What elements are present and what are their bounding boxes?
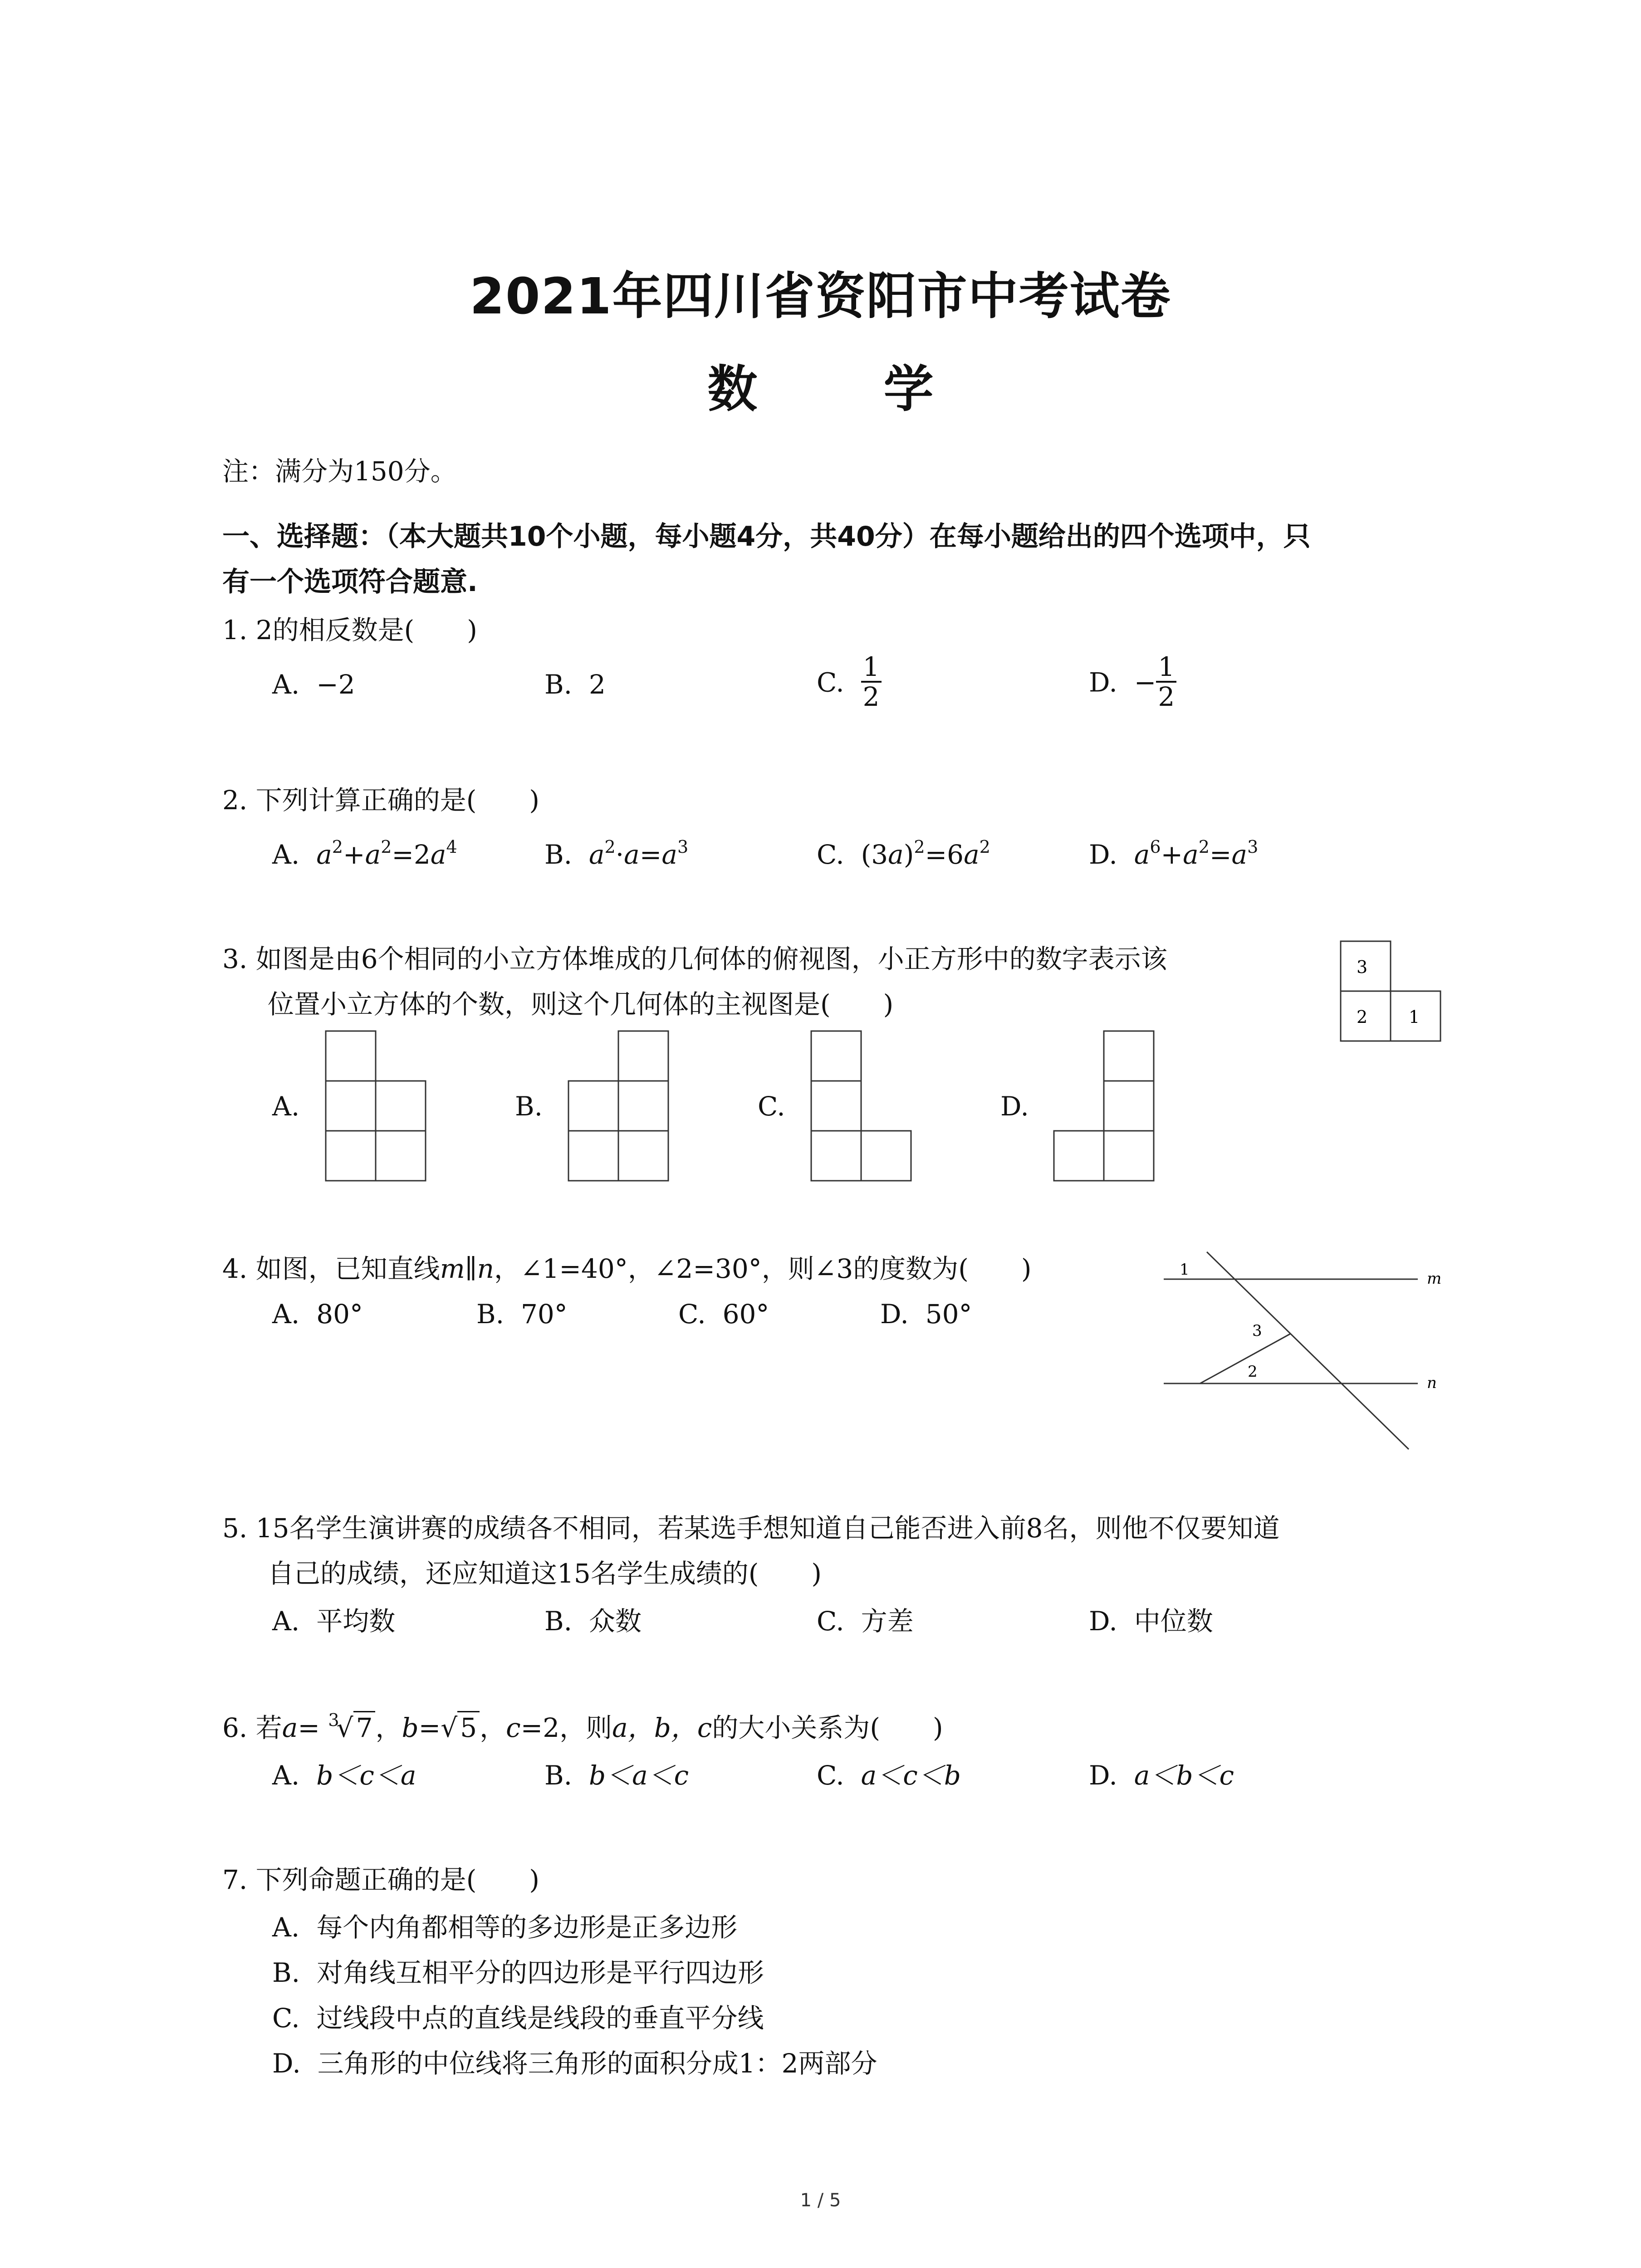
q7-stem: 7. 下列命题正确的是( ) (222, 1864, 540, 1895)
q2-option-c[interactable] (817, 837, 990, 870)
cube-cell (618, 1131, 668, 1181)
option-letter: A. (272, 1912, 300, 1943)
page-number: 1 / 5 (800, 2190, 841, 2211)
parallel-symbol: ∥ (465, 1253, 477, 1284)
option-letter: D. (1089, 839, 1117, 870)
exponent: 2 (1198, 837, 1210, 857)
var-list: a，b，c (612, 1712, 712, 1743)
c-value: =2，则 (520, 1712, 612, 1743)
option-letter: D. (880, 1299, 909, 1330)
option-text: 2 (588, 669, 606, 700)
var: a (624, 839, 640, 870)
var-n: n (477, 1253, 494, 1284)
q5-option-d[interactable] (1089, 1606, 1213, 1637)
option-text: 对角线互相平分的四边形是平行四边形 (316, 1957, 764, 1988)
q6-option-d[interactable] (1089, 1762, 1234, 1789)
option-text: 三角形的中位线将三角形的面积分成1：2两部分 (317, 2048, 877, 2079)
q4-stem (222, 1253, 1032, 1284)
exponent: 2 (381, 837, 392, 857)
page-title: 2021年四川省资阳市中考试卷 (470, 267, 1171, 325)
var-c: c (506, 1712, 521, 1743)
q5-stem-line1: 5. 15名学生演讲赛的成绩各不相同，若某选手想知道自己能否进入前8名，则他不仅要知道 (222, 1513, 1280, 1544)
q2-option-d[interactable] (1089, 837, 1259, 870)
cube-cell (618, 1081, 668, 1131)
q3-stem-line1: 3. 如图是由6个相同的小立方体堆成的几何体的俯视图，小正方形中的数字表示该 (222, 943, 1167, 974)
exponent: 6 (1150, 837, 1161, 857)
var-a: a (282, 1712, 298, 1743)
exponent: 4 (446, 837, 457, 857)
q3-top-view-figure (1338, 939, 1447, 1048)
q1-option-b[interactable] (544, 671, 606, 698)
top-view-number: 3 (1357, 957, 1368, 977)
angle-label-1: 1 (1180, 1261, 1190, 1279)
option-letter: C. (678, 1299, 706, 1330)
option-letter: B. (272, 1957, 300, 1988)
option-letter: D. (1089, 667, 1117, 698)
var: a (888, 839, 904, 870)
q6-option-c[interactable] (817, 1762, 961, 1789)
op: =6 (925, 839, 964, 870)
q5-option-c[interactable] (817, 1606, 914, 1637)
fraction-numerator: 1 (861, 653, 882, 683)
option-text: 过线段中点的直线是线段的垂直平分线 (316, 2003, 764, 2033)
radicand: 5 (457, 1711, 480, 1743)
q3-option-d-figure[interactable] (1053, 1030, 1157, 1184)
q5-option-b[interactable] (544, 1606, 642, 1637)
q4-stem-suffix: ，∠1=40°，∠2=30°，则∠3的度数为( ) (494, 1253, 1032, 1284)
option-text: 众数 (588, 1606, 642, 1637)
q4-parallel-lines-figure (1161, 1243, 1461, 1456)
q4-stem-prefix: 4. 如图，已知直线 (222, 1253, 440, 1284)
cube-cell (1104, 1031, 1154, 1081)
subject-title: 数 学 (707, 360, 988, 418)
q3-option-d-label[interactable]: D. (1000, 1091, 1029, 1122)
var: a (316, 839, 332, 870)
option-letter: A. (272, 1299, 300, 1330)
op: = (1209, 839, 1232, 870)
cube-cell (618, 1031, 668, 1081)
fraction-numerator: 1 (1156, 653, 1176, 683)
q3-option-c-figure[interactable] (810, 1030, 914, 1184)
transversal-line (1207, 1252, 1409, 1449)
cube-cell (811, 1131, 861, 1181)
option-letter: B. (544, 669, 573, 700)
radicand: 7 (353, 1711, 376, 1743)
var: a (1183, 839, 1199, 870)
q5-option-a[interactable] (272, 1606, 396, 1637)
exponent: 2 (914, 837, 925, 857)
option-text: 70° (520, 1299, 568, 1330)
q2-stem: 2. 下列计算正确的是( ) (222, 785, 540, 816)
minus-sign: − (1134, 667, 1156, 698)
option-letter: D. (1089, 1760, 1117, 1791)
fraction (1156, 653, 1176, 712)
op: + (1161, 839, 1183, 870)
exponent: 2 (979, 837, 990, 857)
cube-cell (861, 1131, 911, 1181)
angle-label-3: 3 (1252, 1322, 1262, 1340)
option-text: 平均数 (316, 1606, 396, 1637)
option-letter: C. (817, 1760, 844, 1791)
option-letter: D. (1089, 1606, 1117, 1637)
exponent: 3 (677, 837, 689, 857)
q6-option-b[interactable] (544, 1762, 689, 1789)
option-text: 方差 (861, 1606, 914, 1637)
exponent: 2 (332, 837, 343, 857)
var: a (430, 839, 446, 870)
op: + (343, 839, 365, 870)
q3-option-a-label[interactable]: A. (272, 1091, 300, 1122)
option-letter: A. (272, 669, 300, 700)
cube-cell (376, 1131, 426, 1181)
op: · (615, 839, 624, 870)
option-letter: A. (272, 839, 300, 870)
var-b: b (402, 1712, 419, 1743)
q4-option-c[interactable] (678, 1299, 769, 1330)
var-m: m (440, 1253, 465, 1284)
option-letter: C. (272, 2003, 300, 2033)
q1-option-d[interactable] (1089, 653, 1176, 712)
cube-cell (1104, 1081, 1154, 1131)
q4-option-b[interactable] (476, 1299, 568, 1330)
option-text: 50° (925, 1299, 972, 1330)
var: a (964, 839, 980, 870)
q4-option-d[interactable] (880, 1299, 972, 1330)
op: ) (903, 839, 914, 870)
section-heading-line1: 一、选择题：（本大题共10个小题，每小题4分，共40分）在每小题给出的四个选项中，只 (222, 521, 1311, 552)
option-letter: B. (544, 839, 573, 870)
q3-option-c-label[interactable]: C. (758, 1091, 785, 1122)
q7-option-c[interactable] (272, 2005, 764, 2031)
fraction (861, 653, 882, 712)
option-text: b＜a＜c (588, 1760, 689, 1791)
equals: = (298, 1712, 320, 1743)
option-letter: B. (476, 1299, 505, 1330)
cube-cell (811, 1031, 861, 1081)
q3-option-a-figure[interactable] (324, 1030, 429, 1184)
score-note: 注：满分为150分。 (222, 456, 457, 487)
q4-option-a[interactable] (272, 1299, 363, 1330)
op: = (639, 839, 662, 870)
line-label-n: n (1427, 1374, 1437, 1392)
var: a (365, 839, 381, 870)
option-text: a＜c＜b (861, 1760, 961, 1791)
op: (3 (861, 839, 888, 870)
cube-cell (326, 1031, 376, 1081)
q3-stem-line2: 位置小立方体的个数，则这个几何体的主视图是( ) (268, 989, 894, 1020)
option-text: b＜c＜a (316, 1760, 416, 1791)
option-letter: C. (817, 667, 844, 698)
cube-cell (326, 1131, 376, 1181)
cube-cell (1054, 1131, 1104, 1181)
cube-cell (1104, 1131, 1154, 1181)
option-text: 中位数 (1134, 1606, 1213, 1637)
q6-stem-suffix: 的大小关系为( ) (712, 1712, 943, 1743)
option-text: a＜b＜c (1134, 1760, 1234, 1791)
q1-stem: 1. 2的相反数是( ) (222, 615, 477, 645)
option-text: 60° (722, 1299, 769, 1330)
q3-option-b-figure[interactable] (567, 1030, 671, 1184)
q6-stem: 6. 若a= $^3$√ 7 ，b=√ 5 ，c=2，则a，b，c的大小关系为( ) (222, 1710, 943, 1743)
segment-line (1200, 1334, 1291, 1383)
q5-stem-line2: 自己的成绩，还应知道这15名学生成绩的( ) (268, 1558, 822, 1589)
var: a (1134, 839, 1150, 870)
option-letter: A. (272, 1606, 300, 1637)
var: a (1231, 839, 1248, 870)
option-letter: B. (544, 1760, 573, 1791)
cube-cell (568, 1131, 618, 1181)
exponent: 3 (1247, 837, 1259, 857)
q1-option-c[interactable] (817, 653, 882, 712)
exponent: 2 (604, 837, 616, 857)
q7-option-b[interactable] (272, 1957, 764, 1988)
var: a (588, 839, 605, 870)
option-text: 每个内角都相等的多边形是正多边形 (316, 1912, 738, 1943)
q7-option-a[interactable] (272, 1914, 737, 1941)
fraction-denominator: 2 (862, 681, 880, 712)
option-letter: C. (817, 1606, 844, 1637)
cube-cell (376, 1081, 426, 1131)
angle-label-2: 2 (1248, 1363, 1258, 1381)
cube-cell (811, 1081, 861, 1131)
section-heading-line2: 有一个选项符合题意. (222, 566, 478, 598)
q7-option-d[interactable] (272, 2050, 877, 2077)
var: a (661, 839, 677, 870)
option-letter: D. (272, 2048, 301, 2079)
q1-option-a[interactable] (272, 671, 355, 698)
root-index: 3 (328, 1710, 339, 1730)
option-text: 80° (316, 1299, 363, 1330)
line-label-m: m (1427, 1270, 1442, 1288)
op: =2 (392, 839, 431, 870)
q2-option-b[interactable] (544, 837, 689, 870)
option-letter: C. (817, 839, 844, 870)
q6-option-a[interactable] (272, 1762, 416, 1789)
option-text: −2 (316, 669, 355, 700)
option-letter: A. (272, 1760, 300, 1791)
q3-option-b-label[interactable]: B. (515, 1091, 543, 1122)
top-view-number: 2 (1357, 1007, 1368, 1027)
cube-cell (568, 1081, 618, 1131)
cube-cell (326, 1081, 376, 1131)
q2-option-a[interactable] (272, 837, 457, 870)
fraction-denominator: 2 (1158, 681, 1175, 712)
option-letter: B. (544, 1606, 573, 1637)
q6-stem-prefix: 6. 若 (222, 1712, 282, 1743)
top-view-number: 1 (1409, 1007, 1420, 1027)
